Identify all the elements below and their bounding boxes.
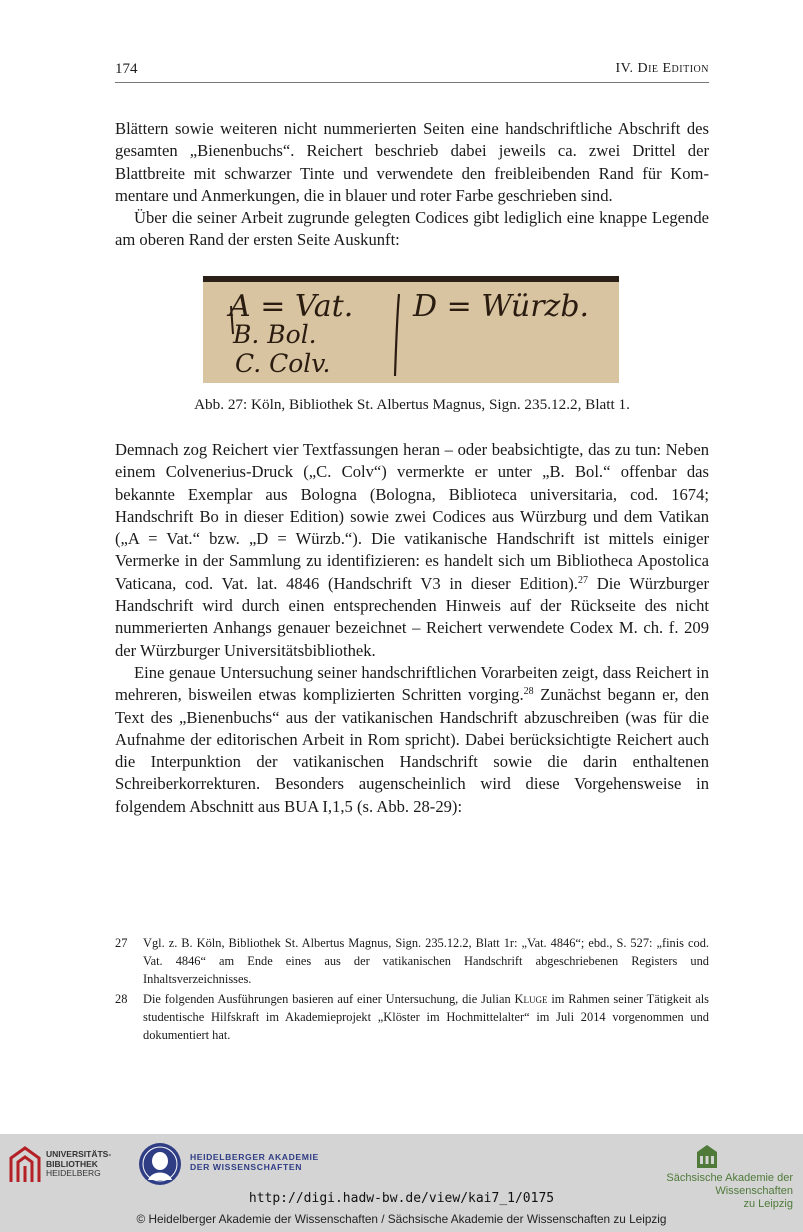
running-head-title: Die Edition [637, 61, 709, 76]
hadw-name [190, 1152, 319, 1172]
footnote-author-name: Kluge [514, 991, 548, 1006]
paragraph-1: Blättern sowie weiteren nicht nummerierten Seiten eine handschriftliche Abschrift des gesamten „Bienenbuchs“. Reichert beschrieb dabei jeweils ca. zwei Drittel der Blattbreite mit schwarzer Tinte und verwendete den freibleibenden Rand für Kommentare und Anmerkungen, die in blauer und roter Farbe geschrieben sind. [115, 119, 709, 205]
paragraph-4-part-1: Eine genaue Untersuchung seiner handschriftlichen Vorarbeiten zeigt, dass Reichert in mehreren, bisweilen etwas komplizierten Schritten vorging. [115, 662, 709, 705]
ub-heidelberg-logo-icon[interactable] [8, 1144, 42, 1184]
handwriting-line-c: C. Colv. [235, 349, 331, 378]
paragraph-3-part-2: Die Würzburger Handschrift wird durch einen entsprechenden Hinweis auf der Rückseite des nicht nummerierten Anhangs genauer bezeichnet – Reichert verwendete Codex M. ch. f. 209 der Würzburger Universitätsbibliothek. [115, 573, 709, 660]
paragraph-3 [115, 439, 709, 662]
handwriting-line-d: D = Würzb. [413, 289, 590, 324]
saw-line-2: zu Leipzig [743, 1198, 793, 1210]
hadw-line-2: DER WISSENSCHAFTEN [190, 1162, 303, 1172]
manuscript-image [203, 276, 619, 383]
paragraph-2: Über die seiner Arbeit zugrunde gelegten Codices gibt lediglich eine knappe Legende am oberen Rand der ersten Seite Auskunft: [115, 208, 709, 250]
footnote-ref-28[interactable]: 28 [523, 686, 534, 698]
handwriting-line-a: A = Vat. [229, 289, 354, 324]
saw-leipzig-logo-icon[interactable] [696, 1144, 718, 1168]
text-block-main [115, 439, 709, 818]
hadw-line-1: HEIDELBERGER AKADEMIE [190, 1152, 319, 1162]
footnote-text [143, 990, 709, 1045]
paragraph-3-part-1: Demnach zog Reichert vier Textfassungen heran – oder beabsichtigte, das zu tun: Neben einem Colvenerius-Druck („C. Colv“) vermerkte er unter „B. Bol.“ offenbar das bekannte Exemplar aus Bologna (Bologna, Biblioteca universitaria, cod. 1674; Handschrift Bo in dieser Edition) sowie zwei Codices aus Würzburg und dem Vatikan („A = Vat.“ bzw. „D = Würzb.“). Die vatikanische Handschrift ist mittels einiger Vermerke in der Sammlung zu identifizieren: es handelt sich um Bibliotheca Apostolica Vaticana, cod. Vat. lat. 4846 (Handschrift V3 in dieser Edition). [115, 440, 709, 593]
ub-heidelberg-name [46, 1150, 111, 1179]
page-number: 174 [115, 61, 138, 77]
footnote-text-part-1: Die folgenden Ausführungen basieren auf einer Untersuchung, die Julian [143, 991, 515, 1006]
text-block-top [115, 118, 709, 252]
ub-line-3: HEIDELBERG [46, 1168, 101, 1178]
permalink-url[interactable]: http://digi.hadw-bw.de/view/kai7_1/0175 [248, 1191, 555, 1206]
paragraph-4-part-2: Zunächst begann er, den Text des „Bienenbuchs“ aus der vatikanischen Handschrift abzuschreiben (was für die Aufnahme der editorischen Arbeit in Rom spricht). Dabei berücksichtigte Reichert auch die Interpunktion der vatikanischen Handschrift sowie die darin enthaltenen Schreiberkorrekturen. Besonders augenscheinlich wird diese Vorgehensweise in folgendem Abschnitt aus BUA I,1,5 (s. Abb. 28-29): [115, 685, 710, 816]
ub-line-2: BIBLIOTHEK [46, 1158, 98, 1169]
running-head-prefix: IV. [615, 61, 638, 76]
header-rule [115, 82, 709, 83]
footnotes [115, 934, 709, 1045]
footnote-number: 27 [115, 936, 128, 950]
manuscript-top-edge [203, 276, 619, 282]
handwriting-line-b: B. Bol. [233, 320, 317, 349]
manuscript-figure [203, 276, 619, 383]
footnote-27 [115, 934, 709, 989]
figure-caption: Abb. 27: Köln, Bibliothek St. Albertus Magnus, Sign. 235.12.2, Blatt 1. [194, 396, 630, 413]
footnote-28 [115, 990, 709, 1045]
digitization-footer [0, 1134, 803, 1232]
copyright-notice: © Heidelberger Akademie der Wissenschaften / Sächsische Akademie der Wissenschaften zu Leipzig [136, 1212, 667, 1226]
hadw-seal-icon[interactable] [138, 1142, 182, 1186]
footnote-text: Vgl. z. B. Köln, Bibliothek St. Albertus Magnus, Sign. 235.12.2, Blatt 1r: „Vat. 4846“; ebd., S. 527: „finis cod. Vat. 4846“ am Ende eines aus der vatikanischen Handschrift abgeschriebenen Registers und Inhaltsverzeichnisses. [143, 936, 709, 987]
saw-line-1: Sächsische Akademie der Wissenschaften [666, 1172, 793, 1197]
footnote-text-part-2: im Rahmen seiner Tätigkeit als studentische Hilfskraft im Akademieprojekt „Klöster im Hochmittelalter“ im Juli 2014 vorgenommen und dokumentiert hat. [143, 991, 709, 1043]
running-head [615, 61, 709, 77]
footnote-ref-27[interactable]: 27 [577, 574, 588, 586]
ub-line-1: UNIVERSITÄTS- [46, 1149, 112, 1159]
paragraph-4 [115, 662, 709, 818]
footnote-number: 28 [115, 991, 128, 1006]
